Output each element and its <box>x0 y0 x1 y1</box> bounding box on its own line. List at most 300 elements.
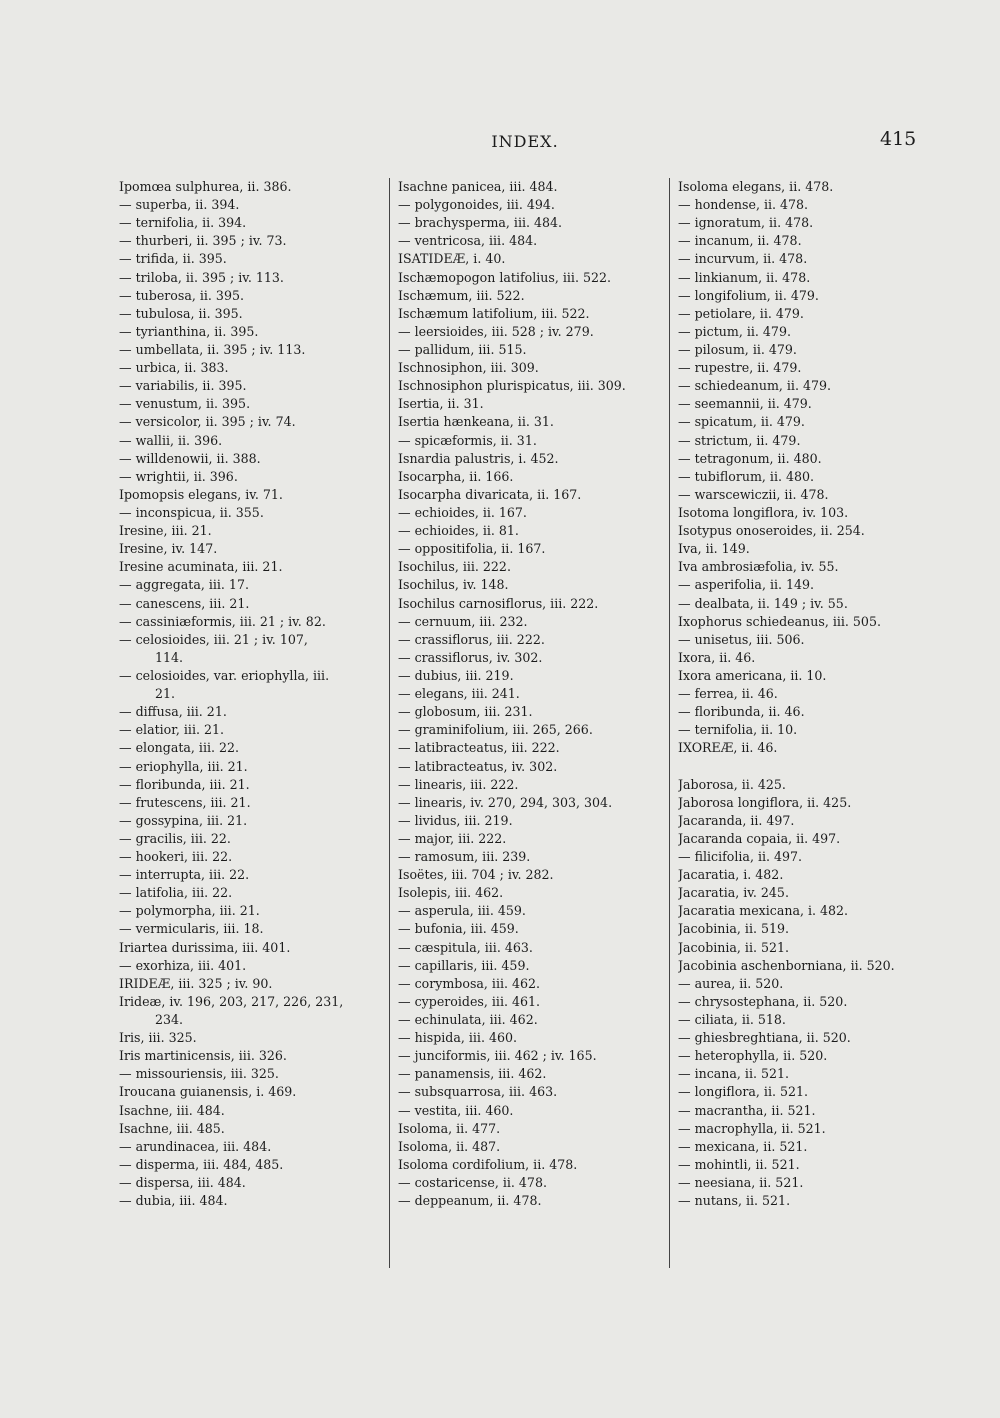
index-entry-text: Ischnosiphon plurispicatus, iii. 309. <box>398 378 626 394</box>
index-entry-text: Jacaratia, i. 482. <box>678 867 784 883</box>
index-entry-text: Isochilus, iii. 222. <box>398 559 511 575</box>
index-entry-text: — corymbosa, iii. 462. <box>398 975 541 991</box>
index-entry <box>398 703 666 721</box>
index-entry-text: Iresine, iii. 21. <box>119 523 212 539</box>
index-entry <box>119 1083 384 1101</box>
index-entry-text: — subsquarrosa, iii. 463. <box>398 1084 558 1100</box>
index-entry-text: — latibracteatus, iii. 222. <box>398 740 560 756</box>
index-entry <box>119 920 384 938</box>
index-entry <box>119 884 384 902</box>
index-entry <box>678 1065 938 1083</box>
index-entry-text: — dealbata, ii. 149 ; iv. 55. <box>678 595 848 611</box>
index-entry <box>398 1192 666 1210</box>
index-entry <box>119 287 384 305</box>
index-entry <box>119 250 384 268</box>
index-entry-text: — celosioides, iii. 21 ; iv. 107, <box>119 631 308 647</box>
index-entry-text: — gracilis, iii. 22. <box>119 830 231 846</box>
index-entry-text: — dubia, iii. 484. <box>119 1193 228 1209</box>
index-entry-text: Isochilus, iv. 148. <box>398 577 509 593</box>
index-entry <box>119 595 384 613</box>
index-entry-text: Isoloma, ii. 487. <box>398 1138 501 1154</box>
index-entry-text: Isachne, iii. 485. <box>119 1120 225 1136</box>
index-entry <box>119 902 384 920</box>
index-entry-text: — capillaris, iii. 459. <box>398 957 530 973</box>
index-entry-text: — dubius, iii. 219. <box>398 667 514 683</box>
index-entry <box>678 1120 938 1138</box>
index-entry-text: — cassiniæformis, iii. 21 ; iv. 82. <box>119 613 326 629</box>
index-entry <box>678 975 938 993</box>
index-entry-text: Iroucana guianensis, i. 469. <box>119 1084 297 1100</box>
index-entry <box>398 178 666 196</box>
index-entry <box>678 341 938 359</box>
index-entry-text: — pallidum, iii. 515. <box>398 341 527 357</box>
index-entry <box>119 758 384 776</box>
index-entry-text: — pictum, ii. 479. <box>678 323 791 339</box>
index-entry-text: — tetragonum, ii. 480. <box>678 450 822 466</box>
index-entry <box>119 576 384 594</box>
index-entry <box>678 993 938 1011</box>
index-entry-text: — hondense, ii. 478. <box>678 197 809 213</box>
index-entry-text: — eriophylla, iii. 21. <box>119 758 248 774</box>
index-entry-text: Isolepis, iii. 462. <box>398 885 504 901</box>
index-entry-text: — elongata, iii. 22. <box>119 740 240 756</box>
index-entry <box>678 432 938 450</box>
index-entry <box>119 323 384 341</box>
index-entry <box>678 667 938 685</box>
index-entry <box>398 214 666 232</box>
index-entry <box>678 1192 938 1210</box>
index-entry <box>119 450 384 468</box>
index-entry <box>398 341 666 359</box>
index-entry <box>678 703 938 721</box>
index-entry <box>678 848 938 866</box>
index-entry-text: Isocarpha divaricata, ii. 167. <box>398 486 582 502</box>
index-column-1 <box>119 178 384 1210</box>
index-entry-text: Ixora americana, ii. 10. <box>678 667 827 683</box>
index-entry <box>678 920 938 938</box>
index-entry <box>678 232 938 250</box>
index-entry <box>398 250 666 268</box>
index-entry-text: — crassiflorus, iii. 222. <box>398 631 545 647</box>
index-entry-text: Ipomopsis elegans, iv. 71. <box>119 486 283 502</box>
index-entry-text: Ischæmopogon latifolius, iii. 522. <box>398 269 611 285</box>
index-entry-text: — celosioides, var. eriophylla, iii. <box>119 667 330 683</box>
index-entry <box>119 631 384 649</box>
index-entry <box>119 522 384 540</box>
index-entry <box>678 540 938 558</box>
index-entry-text: 21. <box>155 686 176 702</box>
index-entry-text: — leersioides, iii. 528 ; iv. 279. <box>398 323 594 339</box>
index-column-3 <box>678 178 938 1210</box>
index-entry <box>678 486 938 504</box>
index-entry <box>398 595 666 613</box>
index-entry-text: ISATIDEÆ, i. 40. <box>398 251 506 267</box>
index-entry-text: — mexicana, ii. 521. <box>678 1138 808 1154</box>
index-entry-text: — missouriensis, iii. 325. <box>119 1066 279 1082</box>
index-entry-text: — interrupta, iii. 22. <box>119 867 250 883</box>
index-entry-text: Ixora, ii. 46. <box>678 649 756 665</box>
column-divider <box>669 178 670 1268</box>
index-entry <box>678 450 938 468</box>
index-entry <box>119 649 384 667</box>
index-entry <box>398 576 666 594</box>
index-entry-text: — asperifolia, ii. 149. <box>678 577 815 593</box>
index-entry-text: — tubulosa, ii. 395. <box>119 305 243 321</box>
index-entry <box>678 522 938 540</box>
index-entry <box>678 939 938 957</box>
index-entry <box>678 866 938 884</box>
index-entry <box>398 413 666 431</box>
index-entry-text: — umbellata, ii. 395 ; iv. 113. <box>119 341 306 357</box>
index-entry-text: — rupestre, ii. 479. <box>678 360 802 376</box>
index-entry <box>678 1156 938 1174</box>
index-entry <box>398 540 666 558</box>
index-entry <box>398 794 666 812</box>
page-title: INDEX. <box>491 132 559 151</box>
index-entry-text: IRIDEÆ, iii. 325 ; iv. 90. <box>119 975 273 991</box>
index-entry <box>398 1138 666 1156</box>
index-entry <box>398 1047 666 1065</box>
index-entry-text: — hookeri, iii. 22. <box>119 849 233 865</box>
index-entry-text: — arundinacea, iii. 484. <box>119 1138 272 1154</box>
index-entry-text: — canescens, iii. 21. <box>119 595 250 611</box>
index-entry <box>678 504 938 522</box>
index-entry <box>678 685 938 703</box>
index-entry <box>678 359 938 377</box>
index-entry-text: — superba, ii. 394. <box>119 197 240 213</box>
index-entry-text: — urbica, ii. 383. <box>119 360 229 376</box>
index-entry-text: — seemannii, ii. 479. <box>678 396 812 412</box>
index-entry <box>678 830 938 848</box>
column-divider <box>389 178 390 1268</box>
index-entry-text: Iresine, iv. 147. <box>119 541 218 557</box>
index-entry-text: — latibracteatus, iv. 302. <box>398 758 558 774</box>
index-entry <box>398 522 666 540</box>
index-entry <box>398 649 666 667</box>
index-entry <box>398 758 666 776</box>
index-entry-text: — incana, ii. 521. <box>678 1066 790 1082</box>
index-entry-text: — linearis, iv. 270, 294, 303, 304. <box>398 794 613 810</box>
index-entry-text: — incurvum, ii. 478. <box>678 251 808 267</box>
index-entry <box>119 1047 384 1065</box>
index-entry-text: 234. <box>155 1012 184 1028</box>
index-entry <box>119 975 384 993</box>
index-entry <box>678 377 938 395</box>
index-entry <box>119 558 384 576</box>
index-entry-text: Iris martinicensis, iii. 326. <box>119 1048 287 1064</box>
index-entry-text: Jacaranda copaia, ii. 497. <box>678 830 841 846</box>
index-entry <box>398 776 666 794</box>
index-entry-text: — echinulata, iii. 462. <box>398 1012 538 1028</box>
index-entry <box>119 1192 384 1210</box>
index-entry-text: Isoloma cordifolium, ii. 478. <box>398 1156 578 1172</box>
index-entry-text: — disperma, iii. 484, 485. <box>119 1156 284 1172</box>
index-entry-text: — junciformis, iii. 462 ; iv. 165. <box>398 1048 597 1064</box>
index-entry <box>119 377 384 395</box>
index-entry <box>119 341 384 359</box>
index-entry <box>398 939 666 957</box>
index-entry-text: — ignoratum, ii. 478. <box>678 215 814 231</box>
index-entry-text: — polymorpha, iii. 21. <box>119 903 260 919</box>
index-entry <box>398 812 666 830</box>
index-entry-text: — ternifolia, ii. 10. <box>678 722 798 738</box>
index-entry <box>678 721 938 739</box>
index-entry-text: — petiolare, ii. 479. <box>678 305 804 321</box>
index-entry-text: — lividus, iii. 219. <box>398 812 513 828</box>
index-entry-text: Jacaranda, ii. 497. <box>678 812 795 828</box>
index-entry <box>119 939 384 957</box>
index-entry <box>398 468 666 486</box>
index-entry <box>678 1174 938 1192</box>
index-entry <box>119 830 384 848</box>
index-entry <box>119 1138 384 1156</box>
index-entry-text: — cernuum, iii. 232. <box>398 613 528 629</box>
index-entry <box>398 920 666 938</box>
index-entry-text: — schiedeanum, ii. 479. <box>678 378 832 394</box>
index-entry-text: Ipomœa sulphurea, ii. 386. <box>119 179 292 194</box>
index-entry-text: — filicifolia, ii. 497. <box>678 849 803 865</box>
index-entry-text: — venustum, ii. 395. <box>119 396 251 412</box>
index-entry <box>119 468 384 486</box>
index-entry <box>119 866 384 884</box>
index-entry-text: Irideæ, iv. 196, 203, 217, 226, 231, <box>119 993 344 1009</box>
index-entry <box>398 1029 666 1047</box>
index-entry-text: — graminifolium, iii. 265, 266. <box>398 722 593 738</box>
index-entry <box>398 1065 666 1083</box>
index-entry <box>678 323 938 341</box>
index-entry-text: Isachne, iii. 484. <box>119 1102 225 1118</box>
index-entry-text: Isotypus onoseroides, ii. 254. <box>678 523 865 539</box>
index-entry-text: — elatior, iii. 21. <box>119 722 225 738</box>
index-entry-text: Isoloma, ii. 477. <box>398 1120 501 1136</box>
index-entry-text: — elegans, iii. 241. <box>398 686 520 702</box>
index-entry <box>398 323 666 341</box>
index-entry-text: Jacaratia, iv. 245. <box>678 885 789 901</box>
index-entry-text: — tubiflorum, ii. 480. <box>678 468 815 484</box>
index-entry <box>678 305 938 323</box>
index-entry-text: — echioides, ii. 167. <box>398 504 527 520</box>
index-entry-text: — vermicularis, iii. 18. <box>119 921 264 937</box>
index-entry <box>398 685 666 703</box>
index-entry <box>398 450 666 468</box>
index-entry <box>119 739 384 757</box>
index-entry-text: — neesiana, ii. 521. <box>678 1175 804 1191</box>
index-entry-text: — macrantha, ii. 521. <box>678 1102 816 1118</box>
index-entry-text: — floribunda, ii. 46. <box>678 704 805 720</box>
index-entry-text: Jacaratia mexicana, i. 482. <box>678 903 849 919</box>
index-entry <box>678 1011 938 1029</box>
index-entry <box>398 287 666 305</box>
index-entry-text: — ciliata, ii. 518. <box>678 1012 786 1028</box>
index-entry <box>119 269 384 287</box>
index-entry-text: — cæspitula, iii. 463. <box>398 939 533 955</box>
index-entry-text: — hispida, iii. 460. <box>398 1030 517 1046</box>
index-entry-text: Isoëtes, iii. 704 ; iv. 282. <box>398 867 554 883</box>
index-entry-text: — versicolor, ii. 395 ; iv. 74. <box>119 414 296 430</box>
index-entry <box>678 468 938 486</box>
index-entry-text: 114. <box>155 649 184 665</box>
index-entry <box>398 486 666 504</box>
index-entry-text: — floribunda, iii. 21. <box>119 776 250 792</box>
index-entry <box>678 214 938 232</box>
index-entry <box>398 359 666 377</box>
index-entry <box>678 884 938 902</box>
index-entry <box>119 1029 384 1047</box>
index-entry-text: — dispersa, iii. 484. <box>119 1175 246 1191</box>
index-entry <box>398 196 666 214</box>
index-entry-text: — costaricense, ii. 478. <box>398 1175 547 1191</box>
index-entry <box>678 576 938 594</box>
index-entry-text: — latifolia, iii. 22. <box>119 885 233 901</box>
index-entry <box>398 504 666 522</box>
index-entry-text: — linkianum, ii. 478. <box>678 269 811 285</box>
page-number: 415 <box>880 128 917 150</box>
index-entry-text: — unisetus, iii. 506. <box>678 631 805 647</box>
index-entry <box>119 178 384 196</box>
index-entry-text: — warscewiczii, ii. 478. <box>678 486 829 502</box>
index-entry <box>398 957 666 975</box>
index-entry <box>398 305 666 323</box>
index-entry-text: — frutescens, iii. 21. <box>119 794 251 810</box>
index-entry-text: — ventricosa, iii. 484. <box>398 233 538 249</box>
index-entry-text: — echioides, ii. 81. <box>398 523 519 539</box>
index-entry <box>678 1083 938 1101</box>
index-entry <box>678 739 938 757</box>
index-entry-text: — variabilis, ii. 395. <box>119 378 247 394</box>
index-entry-text: — chrysostephana, ii. 520. <box>678 993 848 1009</box>
index-entry <box>678 758 938 776</box>
index-entry-text: Jacobinia aschenborniana, ii. 520. <box>678 957 895 973</box>
index-entry-text: Isachne panicea, iii. 484. <box>398 179 558 194</box>
index-entry-text: — wrightii, ii. 396. <box>119 468 238 484</box>
index-entry <box>119 196 384 214</box>
index-entry <box>119 812 384 830</box>
index-entry <box>678 395 938 413</box>
index-entry <box>119 432 384 450</box>
index-entry-text: — oppositifolia, ii. 167. <box>398 541 546 557</box>
index-entry <box>398 739 666 757</box>
index-entry <box>398 631 666 649</box>
index-entry <box>678 794 938 812</box>
index-entry-text: Isocarpha, ii. 166. <box>398 468 514 484</box>
index-entry-text: Jacobinia, ii. 519. <box>678 921 790 937</box>
index-entry <box>119 685 384 703</box>
index-entry-text: Jaborosa, ii. 425. <box>678 776 786 792</box>
index-entry-text: — exorhiza, iii. 401. <box>119 957 247 973</box>
index-entry-text: — vestita, iii. 460. <box>398 1102 514 1118</box>
index-entry <box>678 1029 938 1047</box>
index-entry-text: Isochilus carnosiflorus, iii. 222. <box>398 595 599 611</box>
index-entry <box>398 395 666 413</box>
index-entry-text: — spicatum, ii. 479. <box>678 414 805 430</box>
index-entry <box>398 866 666 884</box>
index-entry <box>398 902 666 920</box>
index-entry-text: — inconspicua, ii. 355. <box>119 504 264 520</box>
index-entry <box>678 1102 938 1120</box>
index-entry-text: Iva ambrosiæfolia, iv. 55. <box>678 559 839 575</box>
index-entry-text: — ghiesbreghtiana, ii. 520. <box>678 1030 851 1046</box>
index-entry-text: — tyrianthina, ii. 395. <box>119 323 259 339</box>
index-entry <box>678 631 938 649</box>
index-entry <box>119 776 384 794</box>
index-entry <box>119 214 384 232</box>
index-entry <box>398 269 666 287</box>
index-entry <box>119 413 384 431</box>
index-entry <box>398 1156 666 1174</box>
index-entry-text: — panamensis, iii. 462. <box>398 1066 547 1082</box>
index-entry-text: — thurberi, ii. 395 ; iv. 73. <box>119 233 287 249</box>
index-entry <box>678 413 938 431</box>
index-entry-text: — ternifolia, ii. 394. <box>119 215 247 231</box>
index-entry <box>398 848 666 866</box>
index-entry-text: — brachysperma, iii. 484. <box>398 215 563 231</box>
index-entry <box>398 1102 666 1120</box>
index-entry <box>678 196 938 214</box>
index-entry <box>678 595 938 613</box>
index-entry-text: — spicæformis, ii. 31. <box>398 432 537 448</box>
index-entry-text: — tuberosa, ii. 395. <box>119 287 244 303</box>
index-entry <box>398 232 666 250</box>
index-entry <box>119 721 384 739</box>
index-entry <box>678 613 938 631</box>
index-entry <box>119 232 384 250</box>
index-entry-text: — trifida, ii. 395. <box>119 251 227 267</box>
index-entry-text: Iresine acuminata, iii. 21. <box>119 559 283 575</box>
index-entry-text: — longifolium, ii. 479. <box>678 287 819 303</box>
index-entry <box>678 287 938 305</box>
index-entry <box>398 1083 666 1101</box>
index-entry <box>119 993 384 1011</box>
index-entry-text: — macrophylla, ii. 521. <box>678 1120 826 1136</box>
index-entry <box>119 486 384 504</box>
index-entry-text: Jacobinia, ii. 521. <box>678 939 790 955</box>
index-entry <box>678 957 938 975</box>
index-entry-text: Isoloma elegans, ii. 478. <box>678 179 834 194</box>
index-entry <box>119 1120 384 1138</box>
index-entry <box>678 250 938 268</box>
index-entry-text: — incanum, ii. 478. <box>678 233 802 249</box>
index-entry <box>678 269 938 287</box>
index-entry-text: — strictum, ii. 479. <box>678 432 801 448</box>
index-entry <box>398 993 666 1011</box>
index-entry-text: — linearis, iii. 222. <box>398 776 519 792</box>
index-entry-text: — diffusa, iii. 21. <box>119 704 227 720</box>
index-entry-text: — pilosum, ii. 479. <box>678 341 797 357</box>
index-entry-text: Ixophorus schiedeanus, iii. 505. <box>678 613 881 629</box>
index-entry <box>119 395 384 413</box>
index-entry <box>398 1174 666 1192</box>
index-column-2 <box>398 178 666 1210</box>
index-entry <box>119 957 384 975</box>
index-entry <box>398 721 666 739</box>
index-entry <box>119 1156 384 1174</box>
index-entry-text: — mohintli, ii. 521. <box>678 1156 800 1172</box>
index-entry <box>678 776 938 794</box>
index-entry-text: — major, iii. 222. <box>398 830 507 846</box>
index-entry-text: — cyperoides, iii. 461. <box>398 993 541 1009</box>
index-entry-text: — willdenowii, ii. 388. <box>119 450 261 466</box>
index-entry <box>398 884 666 902</box>
index-entry <box>678 1138 938 1156</box>
index-entry-text: Ischæmum, iii. 522. <box>398 287 525 303</box>
index-entry <box>678 902 938 920</box>
index-entry-text: — gossypina, iii. 21. <box>119 812 248 828</box>
index-entry <box>119 848 384 866</box>
index-entry <box>119 703 384 721</box>
index-entry <box>678 812 938 830</box>
index-entry-text: — ramosum, iii. 239. <box>398 849 531 865</box>
index-entry <box>119 504 384 522</box>
